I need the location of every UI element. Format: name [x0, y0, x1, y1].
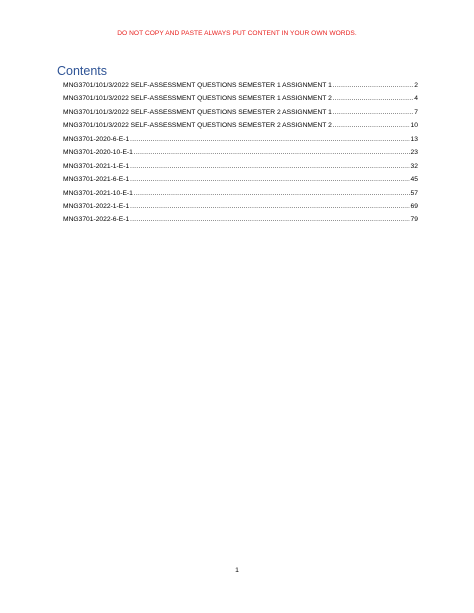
toc-entry-page-number: 57 [410, 189, 418, 197]
toc-entry-page-number: 10 [410, 122, 418, 130]
toc-entry-page-number: 4 [414, 95, 418, 103]
toc-entry-page-number: 45 [410, 176, 418, 184]
toc-entry-title: MNG3701/101/3/2022 SELF-ASSESSMENT QUESTIONS SEMESTER 2 ASSIGNMENT 2 [63, 122, 332, 130]
toc-entry[interactable] [63, 82, 418, 95]
toc-entry[interactable] [63, 176, 418, 189]
toc-entry-page-number: 23 [410, 149, 418, 157]
dot-leader [130, 204, 409, 210]
toc-heading: Contents [57, 64, 108, 78]
toc-entry-title: MNG3701-2022-1-E-1 [63, 202, 130, 210]
toc-entry-title: MNG3701-2021-1-E-1 [63, 162, 130, 170]
toc-entry-page-number: 13 [410, 135, 418, 143]
dot-leader [134, 150, 410, 156]
dot-leader [130, 137, 409, 143]
toc-entry-title: MNG3701/101/3/2022 SELF-ASSESSMENT QUESTIONS SEMESTER 2 ASSIGNMENT 1 [63, 108, 332, 116]
dot-leader [130, 177, 409, 183]
dot-leader [333, 96, 413, 102]
toc-entry[interactable] [63, 163, 418, 176]
toc-entry[interactable] [63, 109, 418, 122]
toc-entry-title: MNG3701-2021-10-E-1 [63, 189, 133, 197]
dot-leader [333, 83, 413, 89]
dot-leader [333, 110, 413, 116]
toc-entry-title: MNG3701-2022-6-E-1 [63, 216, 130, 224]
table-of-contents [63, 82, 418, 230]
dot-leader [333, 123, 410, 129]
toc-entry[interactable] [63, 216, 418, 229]
page-number: 1 [235, 567, 239, 574]
toc-entry[interactable] [63, 149, 418, 162]
toc-entry[interactable] [63, 136, 418, 149]
toc-entry[interactable] [63, 203, 418, 216]
dot-leader [130, 164, 409, 170]
dot-leader [134, 191, 410, 197]
toc-entry[interactable] [63, 95, 418, 108]
copy-warning-notice: DO NOT COPY AND PASTE ALWAYS PUT CONTENT IN YOUR OWN WORDS. [117, 30, 357, 37]
toc-entry-title: MNG3701-2020-10-E-1 [63, 149, 133, 157]
toc-entry-page-number: 32 [410, 162, 418, 170]
toc-entry-page-number: 69 [410, 202, 418, 210]
toc-entry-page-number: 2 [414, 82, 418, 89]
toc-entry-title: MNG3701-2021-6-E-1 [63, 176, 130, 184]
toc-entry-title: MNG3701/101/3/2022 SELF-ASSESSMENT QUESTIONS SEMESTER 1 ASSIGNMENT 2 [63, 95, 332, 103]
toc-entry[interactable] [63, 122, 418, 135]
toc-entry-title: MNG3701-2020-6-E-1 [63, 135, 130, 143]
toc-entry-page-number: 79 [410, 216, 418, 224]
toc-entry-title: MNG3701/101/3/2022 SELF-ASSESSMENT QUESTIONS SEMESTER 1 ASSIGNMENT 1 [63, 82, 332, 89]
dot-leader [130, 217, 409, 223]
toc-entry-page-number: 7 [414, 108, 418, 116]
toc-entry[interactable] [63, 190, 418, 203]
